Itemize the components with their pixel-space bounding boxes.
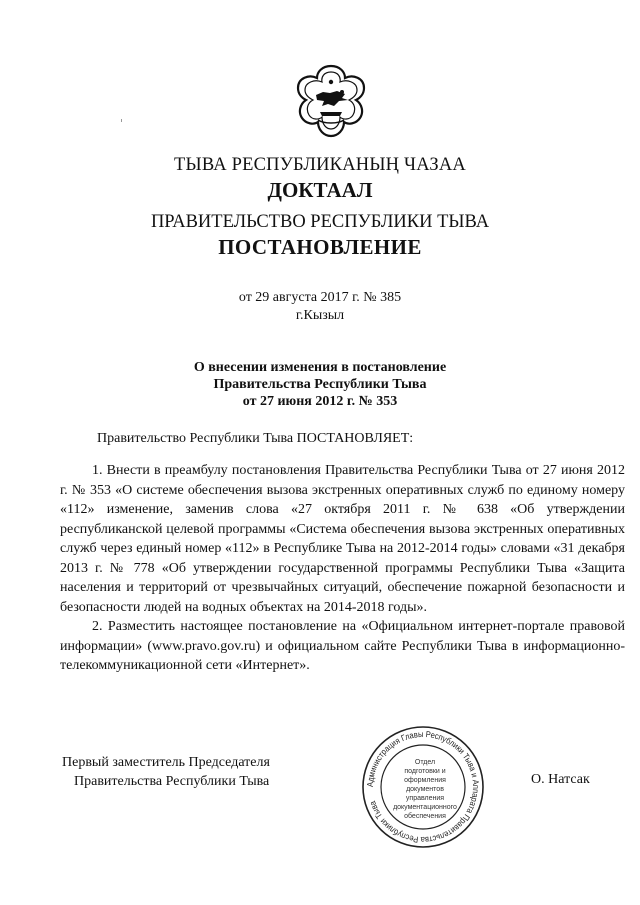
document-body xyxy=(60,461,625,676)
title-line-3: от 27 июня 2012 г. № 353 xyxy=(242,394,398,409)
document-city: г.Кызыл xyxy=(295,308,345,323)
header-doktaal: ДОКТААЛ xyxy=(267,178,373,202)
scan-mark xyxy=(121,119,122,122)
signatory-name: О. Натсак xyxy=(531,772,590,787)
stamp-inner-text: Отдел подготовки и оформления документов управления документационного обеспечения xyxy=(393,759,457,820)
position-line-2: Правительства Республики Тыва xyxy=(74,774,270,789)
preamble: Правительство Республики Тыва ПОСТАНОВЛЯЕТ: xyxy=(97,431,414,446)
document-title xyxy=(0,359,640,410)
paragraph-2: 2. Разместить настоящее постановление на «Официальном интернет-портале правовой информации» (www.pravo.gov.ru) и официальном сайте Республики Тыва в информационно-телекоммуникационной сети «Интернет». xyxy=(60,619,625,673)
header-tyva-title: ТЫВА РЕСПУБЛИКАНЫҢ ЧАЗАА xyxy=(174,155,466,175)
stamp-ring-text: Администрация Главы Республики Тыва и Аппарата Правительства Республики Тыва xyxy=(364,728,482,846)
document-date-number: от 29 августа 2017 г. № 385 xyxy=(238,290,402,305)
title-line-1: О внесении изменения в постановление xyxy=(193,360,447,375)
position-line-1: Первый заместитель Председателя xyxy=(62,755,270,770)
header-resolution: ПОСТАНОВЛЕНИЕ xyxy=(218,235,422,259)
header-government: ПРАВИТЕЛЬСТВО РЕСПУБЛИКИ ТЫВА xyxy=(150,212,490,232)
signatory-position xyxy=(62,753,270,791)
title-line-2: Правительства Республики Тыва xyxy=(213,377,427,392)
coat-of-arms-emblem xyxy=(290,62,372,140)
paragraph-1: 1. Внести в преамбулу постановления Правительства Республики Тыва от 27 июня 2012 г. № 353 «О системе обеспечения вызова экстренных оперативных служб по единому номеру «112» изменение, заменив слова «27 октября 2011 г. № 638 «Об утверждении республиканской целевой программы «Система обеспечения вызова экстренных оперативных служб через единый номер «112» в Республике Тыва на 2012-2014 годы» словами «31 декабря 2013 г. № 778 «Об утверждении государственной программы Республики Тыва «Защита населения и территорий от чрезвычайных ситуаций, обеспечение пожарной безопасности и безопасности людей на водных объектах на 2014-2018 годы». xyxy=(60,463,625,615)
